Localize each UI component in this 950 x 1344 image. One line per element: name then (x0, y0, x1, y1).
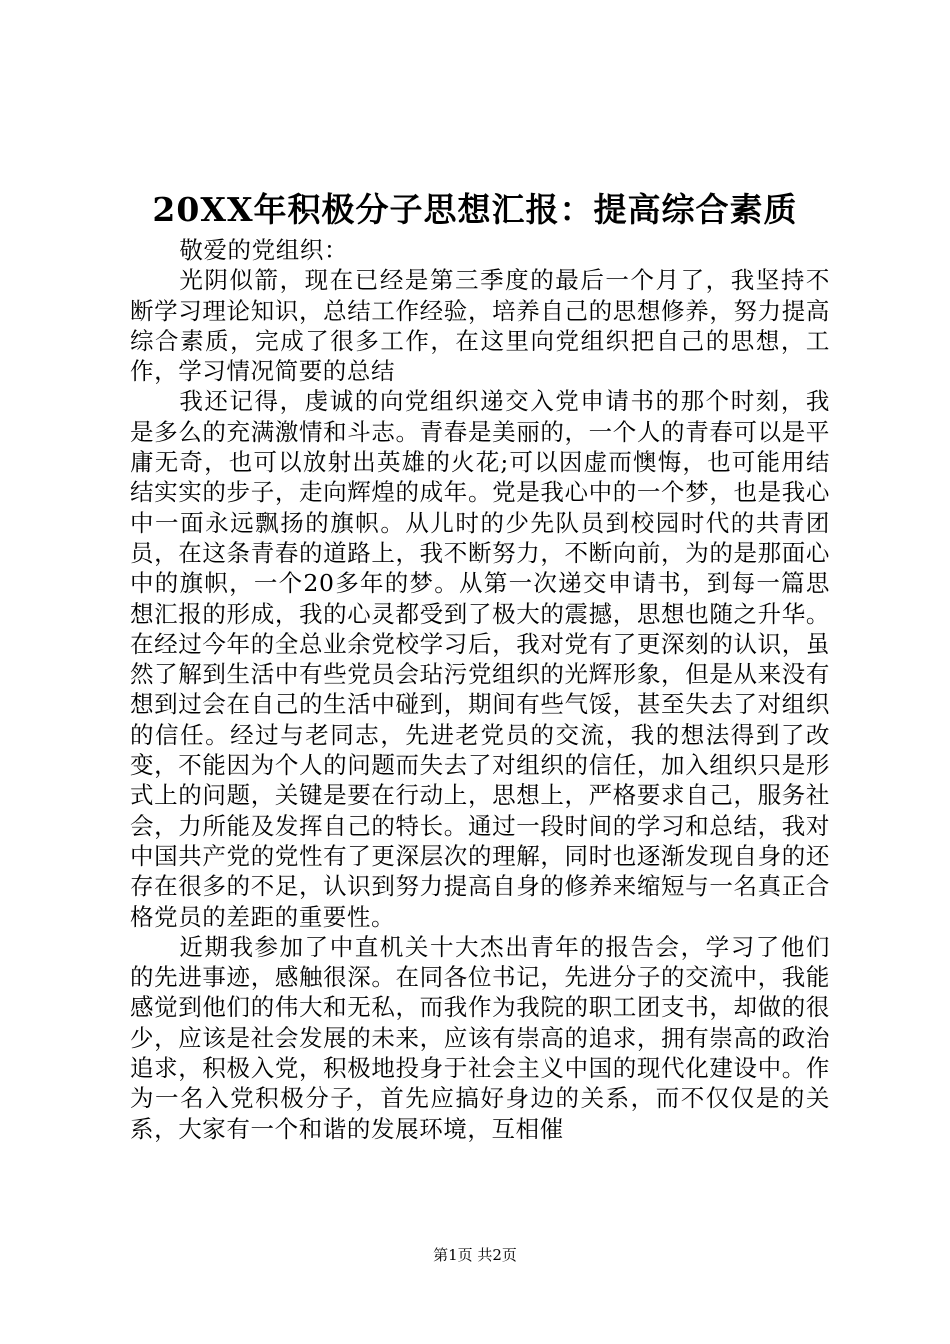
paragraph: 我还记得，虔诚的向党组织递交入党申请书的那个时刻，我是多么的充满激情和斗志。青春是美丽的，一个人的青春可以是平庸无奇，也可以放射出英雄的火花;可以因虚而懊悔，也可能用结结实实的步子，走向辉煌的成年。党是我心中的一个梦，也是我心中一面永远飘扬的旗帜。从儿时的少先队员到校园时代的共青团员，在这条青春的道路上，我不断努力，不断向前，为的是那面心中的旗帜，一个20多年的梦。从第一次递交申请书，到每一篇思想汇报的形成，我的心灵都受到了极大的震撼，思想也随之升华。在经过今年的全总业余党校学习后，我对党有了更深刻的认识，虽然了解到生活中有些党员会玷污党组织的光辉形象，但是从来没有想到过会在自己的生活中碰到，期间有些气馁，甚至失去了对组织的信任。经过与老同志，先进老党员的交流，我的想法得到了改变，不能因为个人的问题而失去了对组织的信任，加入组织只是形式上的问题，关键是要在行动上，思想上，严格要求自己，服务社会，力所能及发挥自己的特长。通过一段时间的学习和总结，我对中国共产党的党性有了更深层次的理解，同时也逐渐发现自身的还存在很多的不足，认识到努力提高自身的修养来缩短与一名真正合格党员的差距的重要性。 (130, 387, 830, 931)
paragraph: 近期我参加了中直机关十大杰出青年的报告会，学习了他们的先进事迹，感触很深。在同各位书记，先进分子的交流中，我能感觉到他们的伟大和无私，而我作为我院的职工团支书，却做的很少，应该是社会发展的未来，应该有崇高的追求，拥有崇高的政治追求，积极入党，积极地投身于社会主义中国的现代化建设中。作为一名入党积极分子，首先应搞好身边的关系，而不仅仅是的关系，大家有一个和谐的发展环境，互相催 (130, 932, 830, 1143)
document-body (130, 235, 830, 1144)
document-title: 20XX年积极分子思想汇报：提高综合素质 (152, 190, 798, 229)
paragraph: 光阴似箭，现在已经是第三季度的最后一个月了，我坚持不断学习理论知识，总结工作经验，培养自己的思想修养，努力提高综合素质，完成了很多工作，在这里向党组织把自己的思想，工作，学习情况简要的总结 (130, 266, 830, 386)
salutation: 敬爱的党组织： (179, 236, 349, 264)
page-number-footer: 第1页 共2页 (433, 1246, 517, 1264)
